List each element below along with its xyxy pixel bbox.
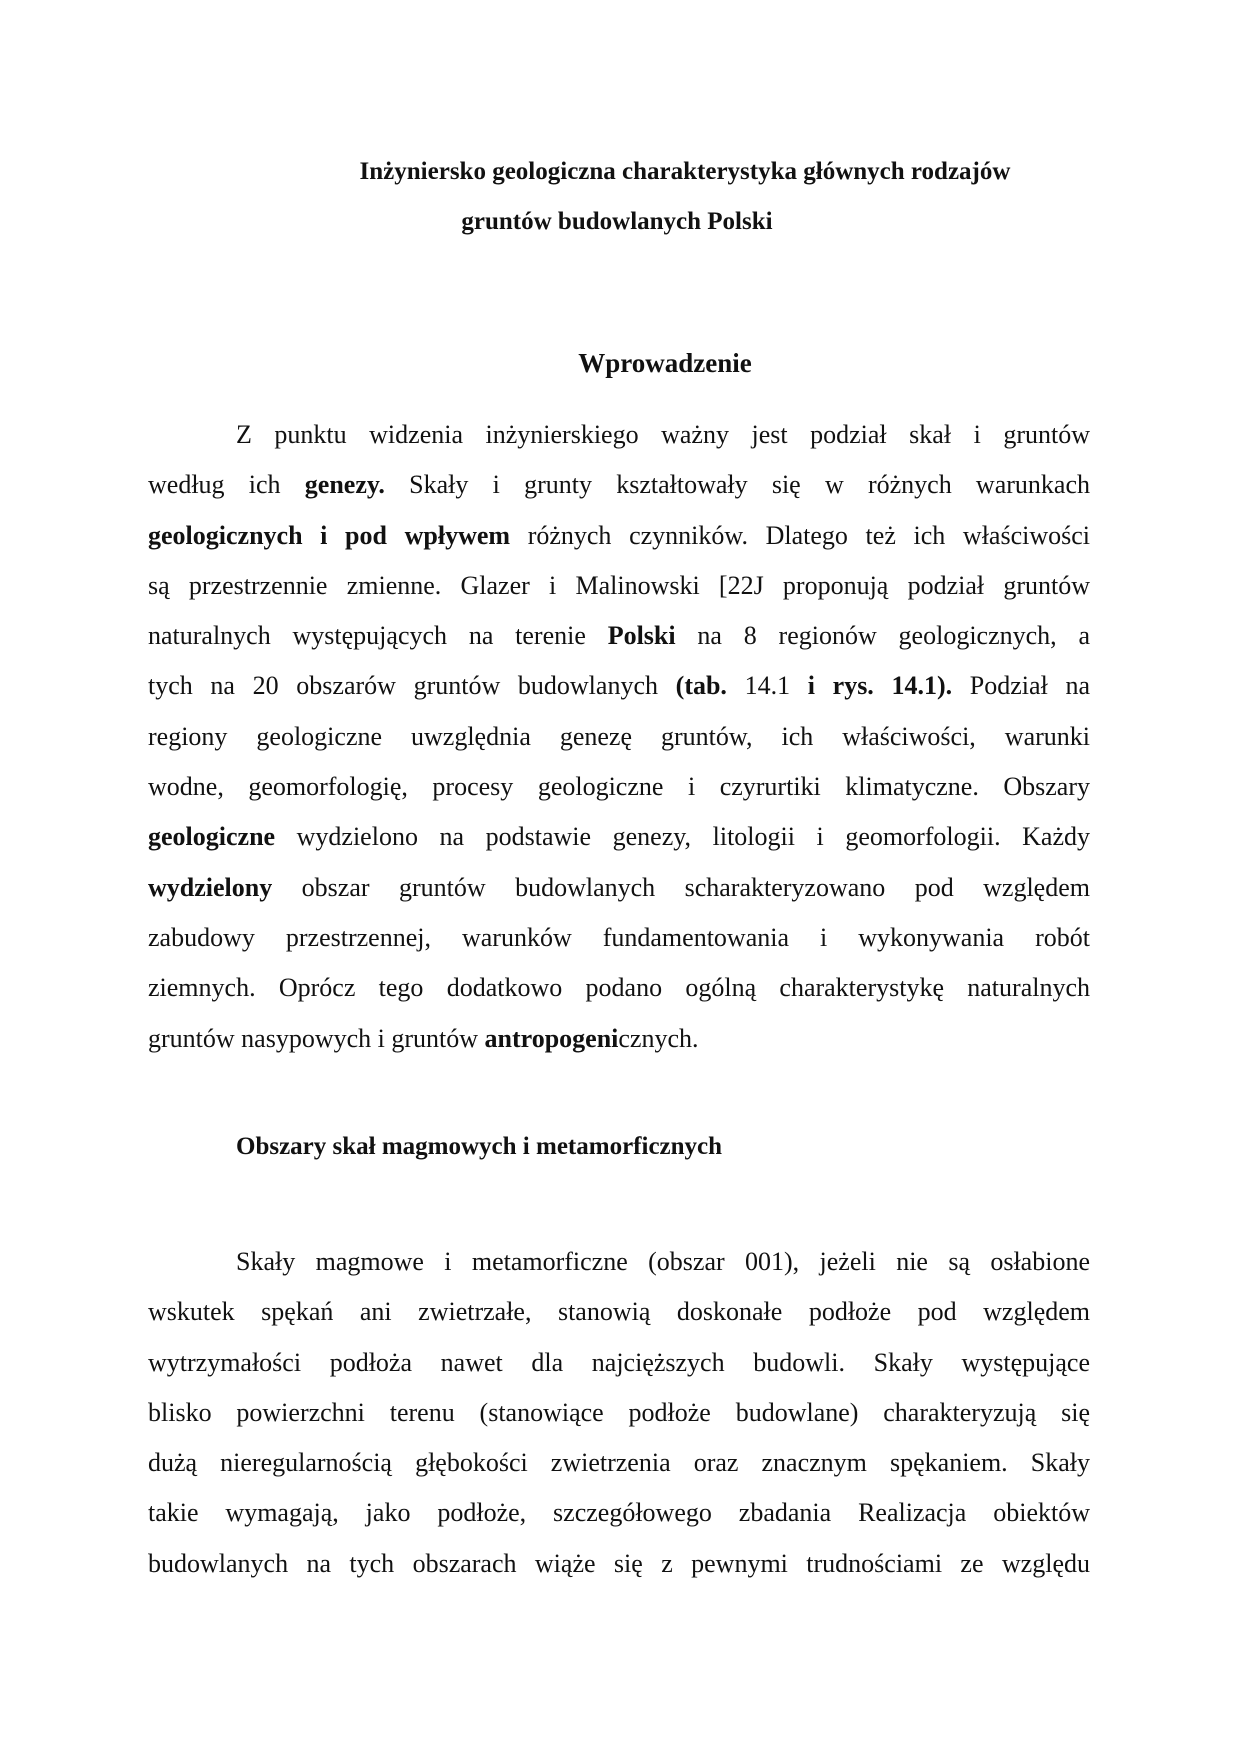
bold-text: wydzielony — [148, 872, 273, 902]
text-line — [148, 712, 1090, 762]
text-line — [148, 661, 1090, 711]
text: ziemnych. Oprócz tego dodatkowo podano ogólną charakterystykę naturalnych — [148, 973, 1090, 1003]
text: według ich — [148, 470, 305, 500]
text: wydzielono na podstawie genezy, litologii i geomorfologii. Każdy — [275, 822, 1090, 852]
text: dużą nieregularnością głębokości zwietrzenia oraz znacznym spękaniem. Skały — [148, 1448, 1090, 1478]
intro-heading: Wprowadzenie — [578, 348, 752, 378]
text: 14.1 — [726, 671, 808, 701]
bold-text: geologiczne — [148, 822, 276, 852]
bold-text: Polski — [607, 621, 676, 651]
text-line — [148, 1388, 1090, 1438]
section-heading: Obszary skał magmowych i metamorficznych — [236, 1133, 723, 1160]
text: obszar gruntów budowlanych scharakteryzowano pod względem — [272, 872, 1090, 902]
document-title-line-2: gruntów budowlanych Polski — [461, 208, 773, 235]
text-line — [148, 1014, 1090, 1064]
text-line — [148, 863, 1090, 913]
text-line — [148, 1438, 1090, 1488]
section-paragraph — [148, 1237, 1090, 1589]
text-line — [148, 1287, 1090, 1337]
bold-text: (tab. — [675, 671, 727, 701]
text-line — [148, 460, 1090, 510]
text: wodne, geomorfologię, procesy geologiczne i czyrurtiki klimatyczne. Obszary — [148, 772, 1090, 802]
text: takie wymagają, jako podłoże, szczegółowego zbadania Realizacja obiektów — [148, 1498, 1090, 1528]
text-line — [148, 913, 1090, 963]
bold-text: genezy. — [304, 470, 385, 500]
text-line — [148, 410, 1090, 460]
intro-paragraph — [148, 410, 1090, 1064]
text: naturalnych występujących na terenie — [148, 621, 608, 651]
text: różnych czynników. Dlatego też ich właściwości — [510, 520, 1090, 550]
text-line — [148, 1488, 1090, 1538]
text-line — [148, 511, 1090, 561]
text: Z punktu widzenia inżynierskiego ważny jest podział skał i gruntów — [236, 420, 1090, 449]
bold-text: i rys. 14.1). — [807, 671, 953, 701]
text-line — [148, 611, 1090, 661]
text: blisko powierzchni terenu (stanowiące podłoże budowlane) charakteryzują się — [148, 1397, 1090, 1427]
text: są przestrzennie zmienne. Glazer i Malinowski [22J proponują podział gruntów — [148, 570, 1090, 600]
text-line — [148, 1338, 1090, 1388]
text: zabudowy przestrzennej, warunków fundamentowania i wykonywania robót — [148, 922, 1090, 952]
text: gruntów nasypowych i gruntów — [148, 1023, 485, 1053]
text-line — [148, 561, 1090, 611]
text: Podział na — [952, 671, 1090, 701]
bold-text: antropogeni — [484, 1023, 619, 1053]
text-line — [148, 1237, 1090, 1287]
text: Skały i grunty kształtowały się w różnych warunkach — [384, 470, 1090, 500]
text: cznych. — [618, 1023, 699, 1053]
text: wskutek spękań ani zwietrzałe, stanowią doskonałe podłoże pod względem — [148, 1297, 1090, 1327]
text: wytrzymałości podłoża nawet dla najcięższych budowli. Skały występujące — [148, 1347, 1090, 1377]
text: budowlanych na tych obszarach wiąże się z pewnymi trudnościami ze względu — [148, 1548, 1090, 1578]
text-line — [148, 963, 1090, 1013]
text: regiony geologiczne uwzględnia genezę gruntów, ich właściwości, warunki — [148, 721, 1090, 751]
text: tych na 20 obszarów gruntów budowlanych — [148, 671, 676, 701]
document-title-line-1: Inżyniersko geologiczna charakterystyka głównych rodzajów — [359, 158, 1011, 185]
text: Skały magmowe i metamorficzne (obszar 001), jeżeli nie są osłabione — [236, 1247, 1090, 1276]
text-line — [148, 812, 1090, 862]
text-line — [148, 1539, 1090, 1589]
text-line — [148, 762, 1090, 812]
bold-text: geologicznych i pod — [148, 520, 405, 550]
text: na 8 regionów geologicznych, a — [675, 621, 1091, 651]
bold-text: wpływem — [404, 520, 511, 550]
